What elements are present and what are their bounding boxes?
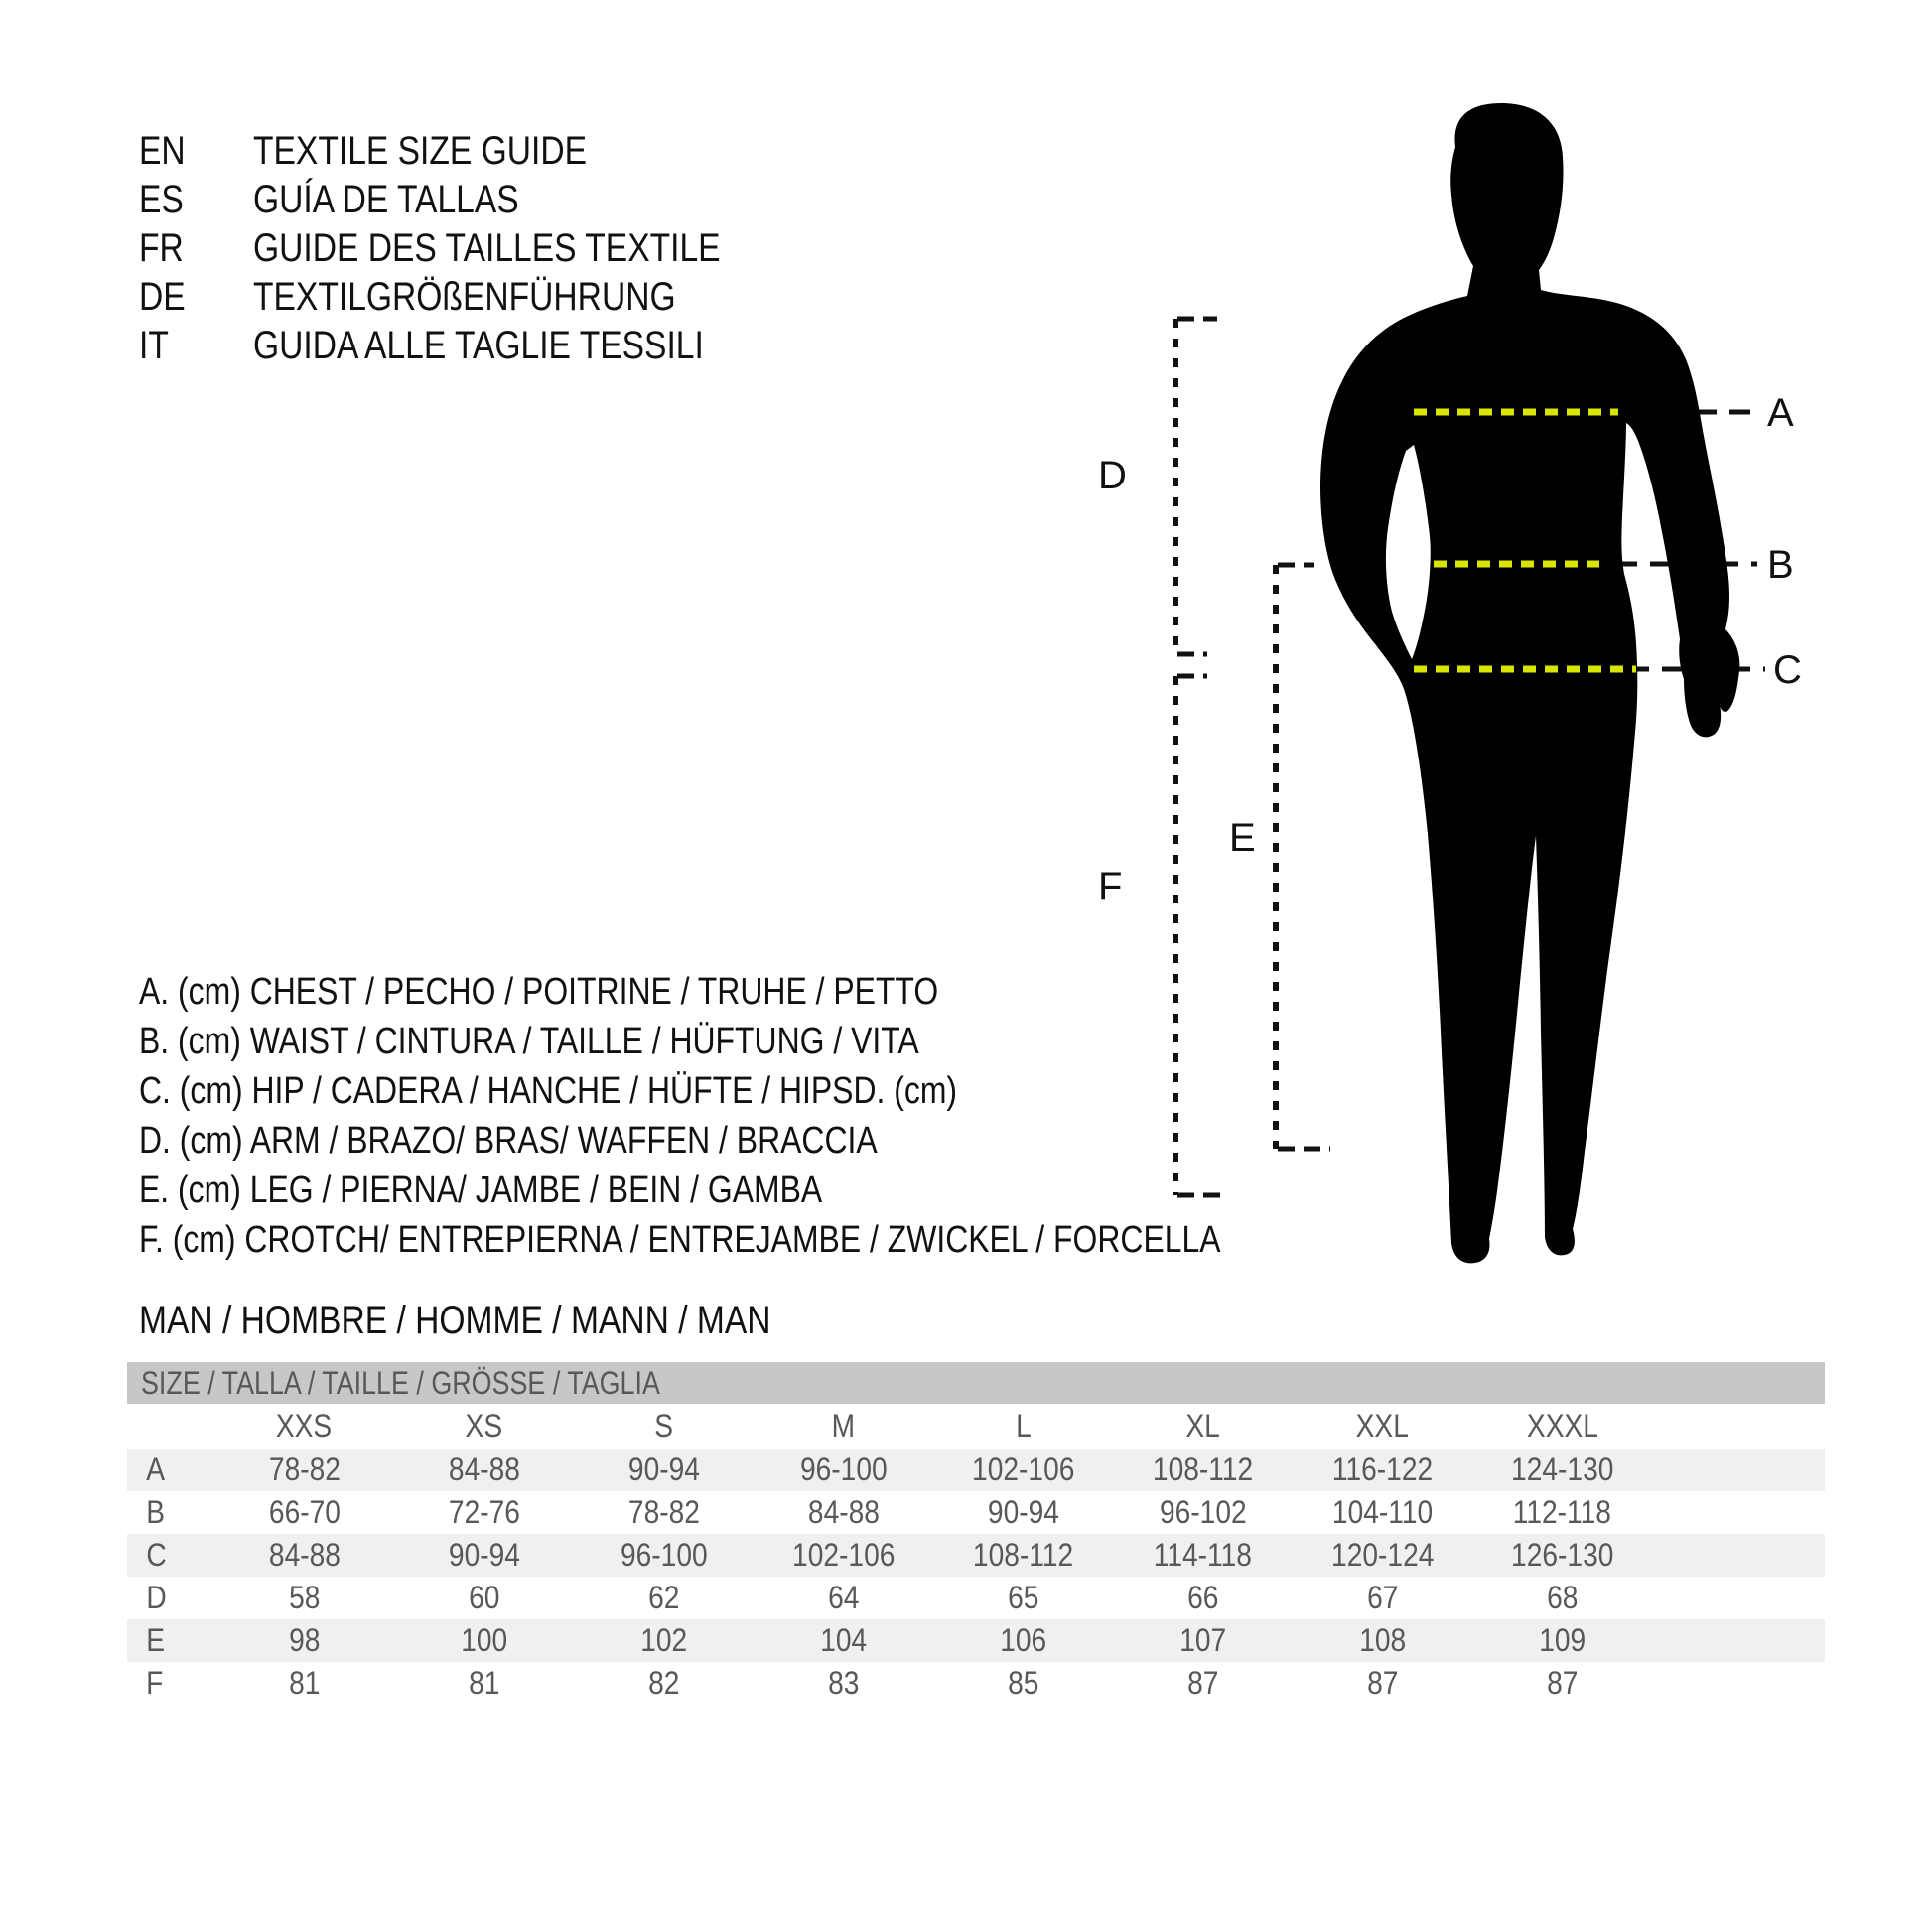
size-col-header: XL <box>1185 1408 1220 1444</box>
cell-value: 108 <box>1359 1622 1406 1658</box>
leg-label: E <box>1229 816 1256 860</box>
language-code: IT <box>139 324 169 367</box>
language-code: ES <box>139 178 184 221</box>
measurement-item-arm: D. (cm) ARM / BRAZO/ BRAS/ WAFFEN / BRACCIA <box>139 1119 878 1162</box>
row-label: D <box>146 1580 167 1615</box>
cell-value: 58 <box>288 1580 321 1615</box>
table-row <box>127 1577 1825 1619</box>
cell-value: 83 <box>827 1665 860 1701</box>
category-line: MAN / HOMBRE / HOMME / MANN / MAN <box>139 1298 771 1342</box>
row-label: B <box>146 1494 166 1530</box>
man-silhouette-diagram <box>1042 60 1932 1360</box>
cell-value: 104 <box>820 1622 867 1658</box>
size-col-header: XS <box>465 1408 503 1444</box>
table-row <box>127 1491 1825 1534</box>
size-col-header: XXXL <box>1526 1408 1598 1444</box>
row-label: C <box>146 1537 167 1573</box>
cell-value: 84-88 <box>448 1451 520 1487</box>
cell-value: 116-122 <box>1331 1451 1434 1487</box>
cell-value: 96-100 <box>620 1537 708 1573</box>
language-row <box>139 127 809 176</box>
cell-value: 126-130 <box>1510 1537 1614 1573</box>
cell-value: 90-94 <box>448 1537 520 1573</box>
cell-value: 114-118 <box>1153 1537 1253 1573</box>
cell-value: 60 <box>468 1580 500 1615</box>
table-row <box>127 1449 1825 1491</box>
measurement-item-waist: B. (cm) WAIST / CINTURA / TAILLE / HÜFTUNG / VITA <box>139 1020 919 1062</box>
size-col-header: L <box>1015 1408 1032 1444</box>
table-row <box>127 1619 1825 1662</box>
guide-title: GUÍA DE TALLAS <box>253 178 519 221</box>
cell-value: 81 <box>288 1665 321 1701</box>
cell-value: 68 <box>1546 1580 1579 1615</box>
table-row <box>127 1662 1825 1705</box>
cell-value: 90-94 <box>627 1451 700 1487</box>
guide-title: GUIDA ALLE TAGLIE TESSILI <box>253 324 704 367</box>
cell-value: 96-102 <box>1159 1494 1247 1530</box>
cell-value: 120-124 <box>1330 1537 1435 1573</box>
cell-value: 112-118 <box>1512 1494 1612 1530</box>
cell-value: 62 <box>647 1580 680 1615</box>
man-silhouette <box>1320 103 1739 1263</box>
table-row <box>127 1534 1825 1577</box>
cell-value: 85 <box>1007 1665 1039 1701</box>
language-row <box>139 273 809 322</box>
cell-value: 124-130 <box>1510 1451 1614 1487</box>
cell-value: 87 <box>1366 1665 1399 1701</box>
cell-value: 106 <box>1000 1622 1046 1658</box>
row-label: F <box>146 1665 164 1701</box>
cell-value: 108-112 <box>1152 1451 1254 1487</box>
arm-label: D <box>1098 454 1127 497</box>
cell-value: 66-70 <box>268 1494 341 1530</box>
cell-value: 82 <box>647 1665 680 1701</box>
cell-value: 65 <box>1007 1580 1039 1615</box>
guide-title: GUIDE DES TAILLES TEXTILE <box>253 226 721 270</box>
guide-title: TEXTILGRÖßENFÜHRUNG <box>253 275 676 319</box>
size-col-header: S <box>654 1408 673 1444</box>
chest-label: A <box>1767 391 1794 435</box>
cell-value: 84-88 <box>807 1494 880 1530</box>
cell-value: 67 <box>1366 1580 1399 1615</box>
cell-value: 87 <box>1546 1665 1579 1701</box>
row-label: E <box>146 1622 166 1658</box>
cell-value: 64 <box>827 1580 860 1615</box>
cell-value: 90-94 <box>987 1494 1059 1530</box>
cell-value: 78-82 <box>268 1451 341 1487</box>
language-row <box>139 322 809 370</box>
size-col-header: XXL <box>1355 1408 1410 1444</box>
cell-value: 87 <box>1186 1665 1219 1701</box>
measurement-item-hip: C. (cm) HIP / CADERA / HANCHE / HÜFTE / HIPSD. (cm) <box>139 1069 958 1112</box>
language-title-block <box>139 127 809 370</box>
cell-value: 72-76 <box>448 1494 520 1530</box>
size-header-row <box>127 1404 1825 1449</box>
guide-title: TEXTILE SIZE GUIDE <box>253 129 588 173</box>
cell-value: 66 <box>1186 1580 1219 1615</box>
size-table <box>127 1362 1825 1705</box>
cell-value: 109 <box>1539 1622 1586 1658</box>
cell-value: 96-100 <box>799 1451 888 1487</box>
measurement-item-leg: E. (cm) LEG / PIERNA/ JAMBE / BEIN / GAMBA <box>139 1169 823 1211</box>
hip-label: C <box>1773 648 1802 692</box>
language-code: EN <box>139 129 186 173</box>
language-code: FR <box>139 226 184 270</box>
crotch-label: F <box>1098 865 1123 908</box>
cell-value: 78-82 <box>627 1494 700 1530</box>
waist-label: B <box>1767 543 1794 587</box>
measurement-item-crotch: F. (cm) CROTCH/ ENTREPIERNA / ENTREJAMBE / ZWICKEL / FORCELLA <box>139 1218 1221 1261</box>
size-col-header: XXS <box>276 1408 333 1444</box>
cell-value: 102 <box>640 1622 687 1658</box>
language-row <box>139 176 809 224</box>
measurement-item-chest: A. (cm) CHEST / PECHO / POITRINE / TRUHE / PETTO <box>139 970 939 1013</box>
size-table-header-bar <box>127 1362 1825 1404</box>
cell-value: 102-106 <box>791 1537 896 1573</box>
cell-value: 98 <box>288 1622 321 1658</box>
cell-value: 102-106 <box>971 1451 1075 1487</box>
cell-value: 84-88 <box>268 1537 341 1573</box>
cell-value: 81 <box>468 1665 500 1701</box>
cell-value: 107 <box>1179 1622 1226 1658</box>
size-table-title: SIZE / TALLA / TAILLE / GRÖSSE / TAGLIA <box>141 1364 660 1401</box>
cell-value: 108-112 <box>972 1537 1074 1573</box>
cell-value: 100 <box>461 1622 507 1658</box>
language-row <box>139 224 809 273</box>
row-label: A <box>146 1451 166 1487</box>
language-code: DE <box>139 275 186 319</box>
size-col-header: M <box>831 1408 856 1444</box>
cell-value: 104-110 <box>1331 1494 1434 1530</box>
